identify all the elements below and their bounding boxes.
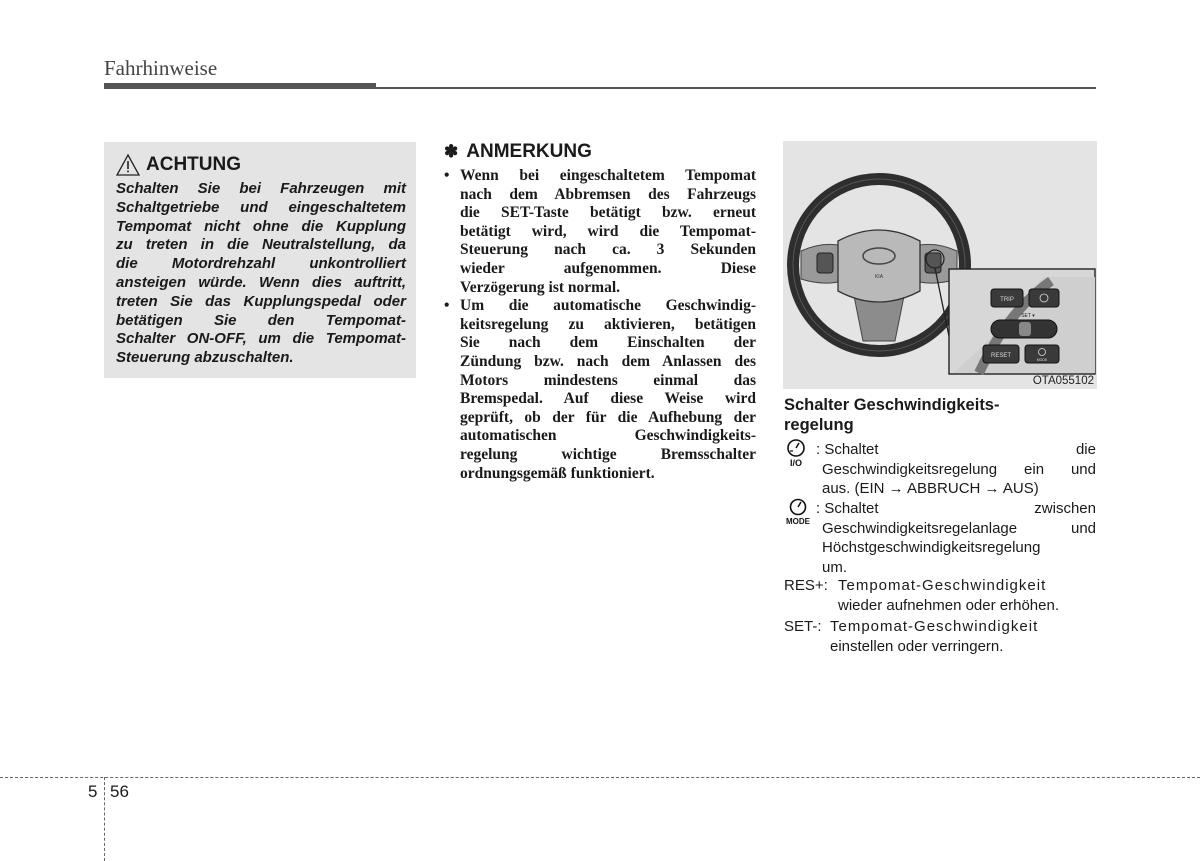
warning-header: [116, 152, 406, 178]
item1-line: die: [1075, 441, 1096, 458]
note-section: [444, 140, 756, 483]
warning-line: Tempomat nicht ohne die Kupplung: [116, 217, 406, 235]
warning-line: betätigen Sie den Tempomat-: [116, 311, 406, 329]
footer-vertical-divider: [104, 777, 105, 861]
svg-text:KIA: KIA: [874, 274, 884, 280]
chapter-number: 5: [88, 782, 98, 801]
note-header: [444, 140, 756, 164]
note-line: ordnungsgemäß funktioniert.: [460, 464, 655, 482]
item2-line: Geschwindigkeitsregelanlage und: [822, 519, 1096, 537]
note-line: • Wenn bei eingeschaltetem Tempomat: [460, 167, 756, 184]
warning-box: [104, 142, 416, 378]
note-line: keitsregelung zu aktivieren, betätigen: [460, 315, 756, 333]
note-line: Sie nach dem Einschalten der: [460, 334, 756, 352]
note-line: die SET-Taste betätigt bzw. erneut: [460, 204, 756, 222]
note-line: Bremspedal. Auf diese Weise wird: [460, 390, 756, 408]
set-label: SET ▾: [1021, 313, 1035, 319]
footer-divider: [0, 777, 1200, 778]
header-rule-thick: [104, 83, 376, 89]
warning-line: ansteigen würde. Wenn dies auftritt,: [116, 273, 406, 291]
warning-text: [116, 180, 406, 368]
cruise-icon-io: [784, 438, 816, 474]
note-line: geprüft, ob der für die Aufhebung der: [460, 408, 756, 426]
note-line: Verzögerung ist normal.: [460, 278, 621, 296]
item2-line: : Schaltet: [816, 500, 879, 517]
header-rule-thin: [376, 87, 1096, 89]
warning-title: ACHTUNG: [146, 154, 241, 175]
warning-line: Schalten Sie bei Fahrzeugen mit: [116, 180, 406, 197]
note-line: • Um die automatische Geschwindig-: [460, 297, 756, 315]
note-line: betätigt wird, wird die Tempomat-: [460, 222, 756, 240]
item2-line: um.: [822, 558, 848, 576]
warning-line: die Motordrehzahl unkontrolliert: [116, 255, 406, 273]
set-line: einstellen oder verringern.: [830, 637, 1004, 655]
section-title-line: regelung: [784, 416, 854, 434]
warning-triangle-icon: [116, 154, 140, 176]
item1-line: : Schaltet: [816, 441, 879, 458]
warning-line: Schaltgetriebe und eingeschaltetem: [116, 198, 406, 216]
set-minus-item: [784, 617, 1096, 657]
note-line: Motors mindestens einmal das: [460, 371, 756, 389]
mode-button-label: MODE: [1036, 358, 1048, 362]
item1-line: aus. (EIN → ABBRUCH → AUS): [822, 480, 1039, 497]
page-number: 56: [110, 782, 129, 801]
res-line: wieder aufnehmen oder erhöhen.: [838, 596, 1059, 614]
trip-button-label: TRIP: [1000, 297, 1014, 303]
res-plus-item: [784, 576, 1096, 616]
io-label: I/O: [789, 458, 803, 468]
cruise-on-off-item: [784, 438, 1096, 498]
note-line: wieder aufgenommen. Diese: [460, 259, 756, 277]
warning-line: treten Sie das Kupplungspedal oder: [116, 292, 406, 310]
note-line: nach dem Abbremsen des Fahrzeugs: [460, 185, 756, 203]
res-line: Tempomat-Geschwindigkeit: [838, 577, 1047, 594]
warning-line: Schalter ON-OFF, um die Tempomat-: [116, 330, 406, 348]
mode-label: MODE: [786, 517, 810, 526]
steering-wheel-figure: [783, 141, 1097, 389]
set-minus-label: SET-:: [784, 618, 822, 635]
note-title: ANMERKUNG: [466, 141, 592, 162]
note-bullet: [444, 297, 756, 483]
item1-line: Geschwindigkeitsregelung ein und: [822, 460, 1096, 478]
res-plus-label: RES+:: [784, 577, 828, 594]
section-title: [784, 395, 1096, 435]
item2-text: [816, 499, 1096, 577]
note-line: regelung wichtige Bremsschalter: [460, 445, 756, 463]
item1-text: [816, 440, 1096, 499]
warning-line: Steuerung abzuschalten.: [116, 349, 294, 367]
figure-code: OTA055102: [1032, 375, 1094, 387]
note-star-icon: ✽: [444, 142, 459, 161]
set-line: Tempomat-Geschwindigkeit: [830, 618, 1039, 635]
section-title-line: Schalter Geschwindigkeits-: [784, 396, 1000, 414]
note-line: Steuerung nach ca. 3 Sekunden: [460, 241, 756, 259]
warning-line: zu treten in die Neutralstellung, da: [116, 236, 406, 254]
reset-button-label: RESET: [990, 353, 1012, 359]
note-line: Zündung bzw. nach dem Anlassen des: [460, 352, 756, 370]
cruise-icon-mode: [784, 497, 816, 533]
cruise-mode-item: [784, 497, 1096, 577]
steering-wheel-illustration: [783, 141, 1097, 389]
item2-line: zwischen: [1034, 500, 1096, 517]
note-bullet: [444, 167, 756, 297]
page-header-title: Fahrhinweise: [104, 56, 218, 80]
note-list: [444, 167, 756, 483]
item2-line: Höchstgeschwindigkeitsregelung: [822, 539, 1041, 556]
note-line: automatischen Geschwindigkeits-: [460, 427, 756, 445]
